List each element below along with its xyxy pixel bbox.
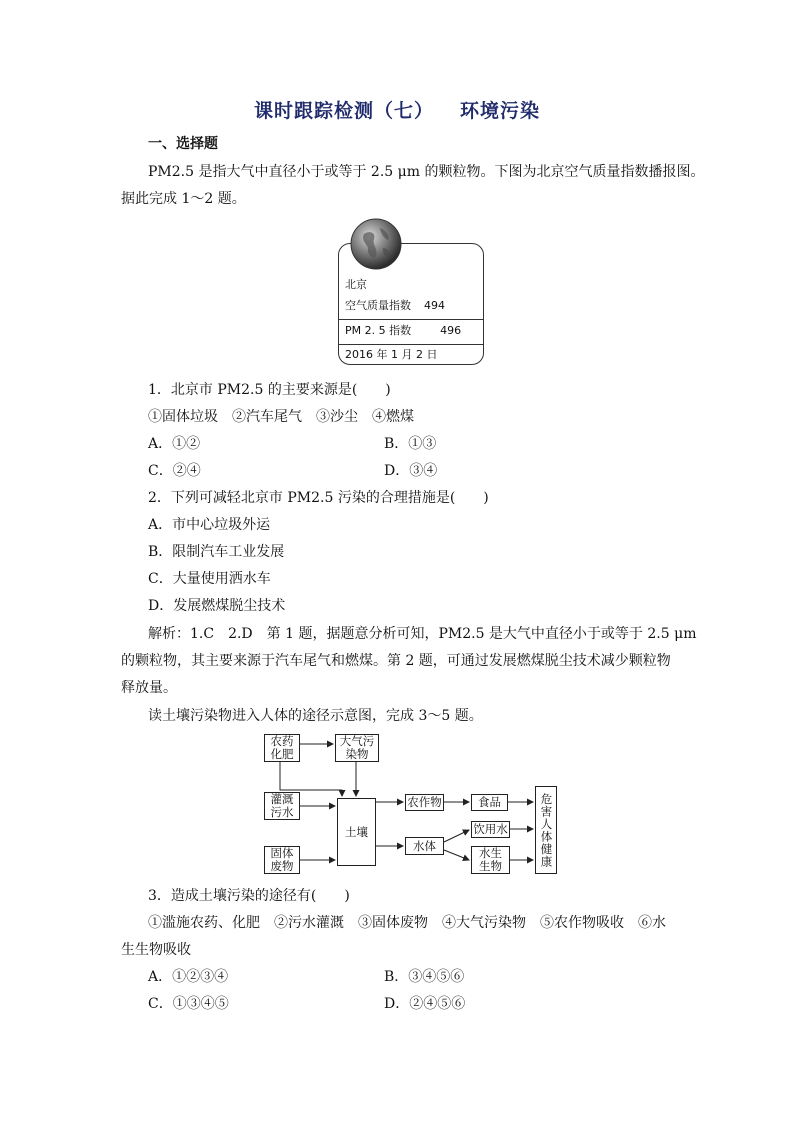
aqi-pm-value: 496 [440,324,462,337]
q2-option-c[interactable]: C．大量使用洒水车 [148,571,271,587]
q3-stem: 3．造成土壤污染的途径有( ) [148,888,350,904]
aqi-index-row [345,299,445,313]
q1-option-d[interactable]: D．③④ [384,463,438,479]
box-drinking-label: 饮用水 [473,822,508,836]
box-food [471,794,508,811]
page-title [0,96,794,123]
q2-option-d[interactable]: D．发展燃煤脱尘技术 [148,598,286,614]
intro-line-2: 据此完成 1～2 题。 [121,191,246,207]
box-air-line2: 染物 [345,747,369,761]
box-soil-label: 土壤 [345,824,368,839]
box-crops-label: 农作物 [407,795,442,809]
q1-option-a[interactable]: A．①② [148,436,201,452]
box-water-body [405,837,444,855]
box-pesticide-line2: 化肥 [270,747,294,761]
box-health-label: 危害人体健康 [539,792,554,868]
title-sub: 环境污染 [460,100,541,122]
q2-option-b[interactable]: B．限制汽车工业发展 [148,544,285,560]
box-crops [405,794,444,811]
box-air-pollutants [335,734,379,762]
title-main: 课时跟踪检测（七） [253,100,434,122]
box-pesticide-line1: 农药 [270,734,294,748]
aqi-figure [338,218,484,366]
soil-pollution-diagram [260,732,560,878]
q1-items: ①固体垃圾 ②汽车尾气 ③沙尘 ④燃煤 [148,409,414,425]
aqi-pm-row [345,324,461,338]
box-aquatic-organisms [471,846,510,874]
aqi-index-label: 空气质量指数 [345,299,411,312]
box-soil [337,798,376,866]
aqi-divider-1 [339,319,483,320]
q1-option-c[interactable]: C．②④ [148,463,201,479]
box-solid-line1: 固体 [270,846,294,860]
box-aquatic-line1: 水生 [479,846,502,860]
box-irrigation-line2: 污水 [270,805,294,819]
aqi-divider-2 [339,344,483,345]
q1-option-b[interactable]: B．①③ [384,436,437,452]
box-aquatic-line2: 生物 [479,859,502,873]
q3-option-c[interactable]: C．①③④⑤ [148,996,229,1012]
aqi-date: 2016 年 1 月 2 日 [345,348,438,361]
q2-stem: 2．下列可减轻北京市 PM2.5 污染的合理措施是( ) [148,490,489,506]
box-water-label: 水体 [413,838,436,853]
aqi-pm-label: PM 2. 5 指数 [345,324,412,337]
analysis-line-3: 释放量。 [121,680,177,696]
box-drinking-water [471,821,510,838]
aqi-city: 北京 [345,278,367,291]
q1-stem: 1．北京市 PM2.5 的主要来源是( ) [148,382,391,398]
box-food-label: 食品 [478,795,501,809]
section-heading: 一、选择题 [148,136,218,152]
box-irrigation-line1: 灌溉 [270,792,294,806]
globe-icon [350,218,402,270]
box-human-health [535,786,557,874]
q2-option-a[interactable]: A．市中心垃圾外运 [148,517,271,533]
analysis-line-1: 解析：1.C 2.D 第 1 题，据题意分析可知，PM2.5 是大气中直径小于或等于 2.5 μm [148,626,697,642]
analysis-line-2: 的颗粒物，其主要来源于汽车尾气和燃煤。第 2 题，可通过发展燃煤脱尘技术减少颗粒物 [121,653,671,669]
box-pesticide-fertilizer [264,734,300,762]
q3-items-line-2: 生生物吸收 [121,942,191,958]
q3-items-line-1: ①滥施农药、化肥 ②污水灌溉 ③固体废物 ④大气污染物 ⑤农作物吸收 ⑥水 [148,915,666,931]
aqi-index-value: 494 [424,299,445,312]
q3-option-a[interactable]: A．①②③④ [148,969,229,985]
box-solid-line2: 废物 [270,859,294,873]
box-air-line1: 大气污 [339,734,375,748]
intro-line-1: PM2.5 是指大气中直径小于或等于 2.5 μm 的颗粒物。下图为北京空气质量指数播报图。 [148,164,705,180]
q3-option-b[interactable]: B．③④⑤⑥ [384,969,465,985]
box-solid-waste [264,846,300,874]
q3-option-d[interactable]: D．②④⑤⑥ [384,996,466,1012]
box-irrigation-sewage [264,792,300,820]
intro-2: 读土壤污染物进入人体的途径示意图，完成 3～5 题。 [148,708,483,724]
